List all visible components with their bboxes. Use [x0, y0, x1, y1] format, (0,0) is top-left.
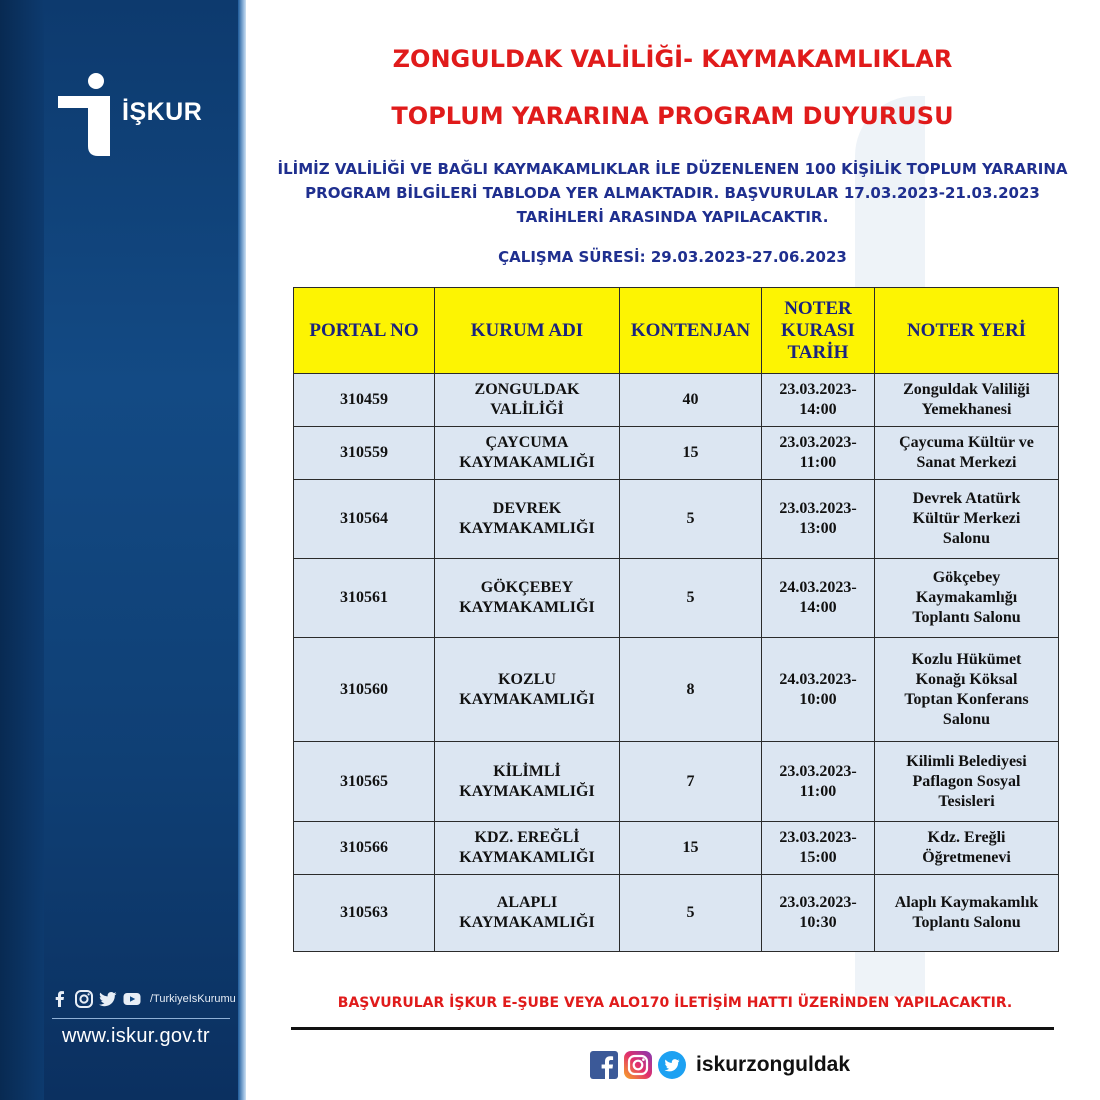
table-header-row	[294, 288, 1059, 374]
intro-line-3: TARİHLERİ ARASINDA YAPILACAKTIR.	[516, 208, 829, 226]
cell-line: 24.03.2023-	[779, 579, 857, 596]
cell-line: DEVREK	[492, 500, 562, 517]
cell-line: KAYMAKAMLIĞI	[459, 849, 595, 866]
cell-line: KDZ. EREĞLİ	[474, 829, 580, 846]
table-row	[294, 480, 1059, 559]
cell-line: Tesisleri	[938, 792, 995, 810]
cell-line: Sanat Merkezi	[916, 454, 1017, 471]
twitter-icon[interactable]	[658, 1051, 686, 1079]
cell-portal: 310560	[294, 638, 435, 742]
sidebar-social	[50, 988, 236, 1010]
cell-kontenjan: 5	[620, 559, 762, 638]
program-table	[293, 287, 1059, 952]
table-row	[294, 559, 1059, 638]
website-link[interactable]: www.iskur.gov.tr	[62, 1025, 210, 1047]
cell-portal: 310563	[294, 875, 435, 952]
cell-portal: 310459	[294, 374, 435, 427]
cell-line: Kdz. Ereğli	[927, 829, 1006, 846]
cell-line: 23.03.2023-	[779, 762, 857, 780]
header-noter-tarih	[762, 288, 875, 374]
cell-line: 14:00	[799, 599, 837, 616]
iskur-logo-icon	[58, 72, 114, 156]
cell-line: ALAPLI	[496, 894, 558, 911]
cell-line: 14:00	[799, 401, 837, 418]
cell-line: Salonu	[942, 530, 991, 547]
cell-kurum	[435, 875, 620, 952]
cell-line: Kültür Merkezi	[912, 510, 1021, 527]
cell-yer	[875, 742, 1059, 822]
cell-line: Konağı Köksal	[915, 670, 1018, 688]
cell-kurum	[435, 559, 620, 638]
cell-kontenjan: 5	[620, 875, 762, 952]
cell-yer	[875, 822, 1059, 875]
header-kontenjan: KONTENJAN	[620, 288, 762, 374]
cell-line: KOZLU	[498, 670, 556, 688]
header-noter-yeri: NOTER YERİ	[875, 288, 1059, 374]
cell-tarih	[762, 427, 875, 480]
table-row	[294, 374, 1059, 427]
cell-line: 23.03.2023-	[779, 434, 857, 451]
cell-tarih	[762, 742, 875, 822]
youtube-icon[interactable]	[122, 989, 142, 1009]
cell-line: Toplantı Salonu	[912, 609, 1021, 626]
cell-line: Toptan Konferans	[904, 690, 1029, 708]
cell-kurum	[435, 374, 620, 427]
cell-kontenjan: 8	[620, 638, 762, 742]
cell-portal: 310559	[294, 427, 435, 480]
twitter-icon[interactable]	[98, 989, 118, 1009]
cell-line: KAYMAKAMLIĞI	[459, 520, 595, 537]
instagram-icon[interactable]	[74, 989, 94, 1009]
logo-wordmark: İŞKUR	[122, 98, 203, 126]
cell-portal: 310566	[294, 822, 435, 875]
sidebar-divider	[52, 1018, 230, 1019]
cell-tarih	[762, 822, 875, 875]
cell-line: KAYMAKAMLIĞI	[459, 454, 595, 471]
cell-line: Kozlu Hükümet	[911, 650, 1022, 668]
cell-line: Salonu	[942, 710, 991, 728]
header-kurum-adi: KURUM ADI	[435, 288, 620, 374]
table-row	[294, 822, 1059, 875]
facebook-icon[interactable]	[590, 1051, 618, 1079]
social-handle: /TurkiyeIsKurumu	[150, 993, 236, 1005]
cell-line: ÇAYCUMA	[485, 434, 569, 451]
cell-line: Yemekhanesi	[921, 401, 1012, 418]
cell-kurum	[435, 822, 620, 875]
sidebar-edge	[238, 0, 246, 1100]
header-noter-tarih-line: TARİH	[787, 341, 849, 363]
intro-text	[270, 157, 1075, 229]
cell-line: 11:00	[799, 454, 837, 471]
cell-kontenjan: 40	[620, 374, 762, 427]
cell-line: 10:30	[799, 914, 837, 931]
cell-yer	[875, 427, 1059, 480]
cell-line: GÖKÇEBEY	[480, 579, 574, 596]
cell-line: Kaymakamlığı	[915, 589, 1018, 606]
cell-line: Çaycuma Kültür ve	[899, 434, 1034, 451]
cell-kontenjan: 15	[620, 427, 762, 480]
cell-line: 23.03.2023-	[779, 829, 857, 846]
intro-line-1: İLİMİZ VALİLİĞİ VE BAĞLI KAYMAKAMLIKLAR İLE DÜZENLENEN 100 KİŞİLİK TOPLUM YARARINA	[277, 160, 1068, 178]
cell-portal: 310565	[294, 742, 435, 822]
instagram-icon[interactable]	[624, 1051, 652, 1079]
cell-kontenjan: 15	[620, 822, 762, 875]
cell-line: ZONGULDAK	[474, 381, 580, 398]
table-row	[294, 638, 1059, 742]
cell-line: 24.03.2023-	[779, 670, 857, 688]
footer-divider	[291, 1027, 1054, 1030]
cell-line: 13:00	[799, 520, 837, 537]
facebook-icon[interactable]	[50, 989, 70, 1009]
cell-tarih	[762, 875, 875, 952]
cell-line: Devrek Atatürk	[912, 490, 1021, 507]
cell-line: KAYMAKAMLIĞI	[459, 599, 595, 616]
iskur-logo	[58, 72, 238, 156]
footer-handle[interactable]: iskurzonguldak	[696, 1053, 851, 1076]
cell-tarih	[762, 559, 875, 638]
cell-yer	[875, 638, 1059, 742]
cell-portal: 310561	[294, 559, 435, 638]
page-subtitle: TOPLUM YARARINA PROGRAM DUYURUSU	[391, 102, 954, 130]
sidebar-stripe	[0, 0, 44, 1100]
cell-yer	[875, 374, 1059, 427]
cell-line: VALİLİĞİ	[490, 401, 564, 418]
cell-line: 15:00	[799, 849, 837, 866]
cell-kurum	[435, 480, 620, 559]
work-period: ÇALIŞMA SÜRESİ: 29.03.2023-27.06.2023	[498, 248, 847, 266]
cell-kontenjan: 7	[620, 742, 762, 822]
header-noter-tarih-line: KURASI	[781, 319, 855, 341]
cell-line: Gökçebey	[932, 569, 1001, 586]
cell-tarih	[762, 374, 875, 427]
cell-yer	[875, 875, 1059, 952]
cell-line: 11:00	[799, 782, 837, 800]
cell-line: Kilimli Belediyesi	[906, 752, 1027, 770]
header-portal-no: PORTAL NO	[294, 288, 435, 374]
cell-line: 23.03.2023-	[779, 500, 857, 517]
cell-kontenjan: 5	[620, 480, 762, 559]
cell-kurum	[435, 742, 620, 822]
cell-line: Öğretmenevi	[922, 849, 1011, 866]
cell-kurum	[435, 427, 620, 480]
cell-tarih	[762, 638, 875, 742]
cell-line: 10:00	[799, 690, 837, 708]
brand-sidebar	[0, 0, 246, 1100]
footer-social	[590, 1050, 850, 1080]
cell-line: 23.03.2023-	[779, 381, 857, 398]
cell-kurum	[435, 638, 620, 742]
cell-line: 23.03.2023-	[779, 894, 857, 911]
cell-line: Zonguldak Valiliği	[903, 381, 1030, 398]
cell-yer	[875, 559, 1059, 638]
cell-line: KAYMAKAMLIĞI	[459, 914, 595, 931]
cell-tarih	[762, 480, 875, 559]
intro-line-2: PROGRAM BİLGİLERİ TABLODA YER ALMAKTADIR. BAŞVURULAR 17.03.2023-21.03.2023	[305, 184, 1040, 202]
cell-portal: 310564	[294, 480, 435, 559]
cell-line: KAYMAKAMLIĞI	[459, 690, 595, 708]
table-row	[294, 427, 1059, 480]
cell-line: KİLİMLİ	[493, 762, 561, 780]
table-row	[294, 742, 1059, 822]
table-row	[294, 875, 1059, 952]
page-title: ZONGULDAK VALİLİĞİ- KAYMAKAMLIKLAR	[392, 45, 953, 73]
header-noter-tarih-line: NOTER	[784, 297, 852, 319]
cell-line: Paflagon Sosyal	[912, 772, 1021, 790]
cell-line: Alaplı Kaymakamlık	[894, 894, 1039, 911]
application-notice: BAŞVURULAR İŞKUR E-ŞUBE VEYA ALO170 İLETİŞİM HATTI ÜZERİNDEN YAPILACAKTIR.	[337, 995, 1013, 1011]
cell-line: KAYMAKAMLIĞI	[459, 782, 595, 800]
cell-line: Toplantı Salonu	[912, 914, 1021, 931]
cell-yer	[875, 480, 1059, 559]
